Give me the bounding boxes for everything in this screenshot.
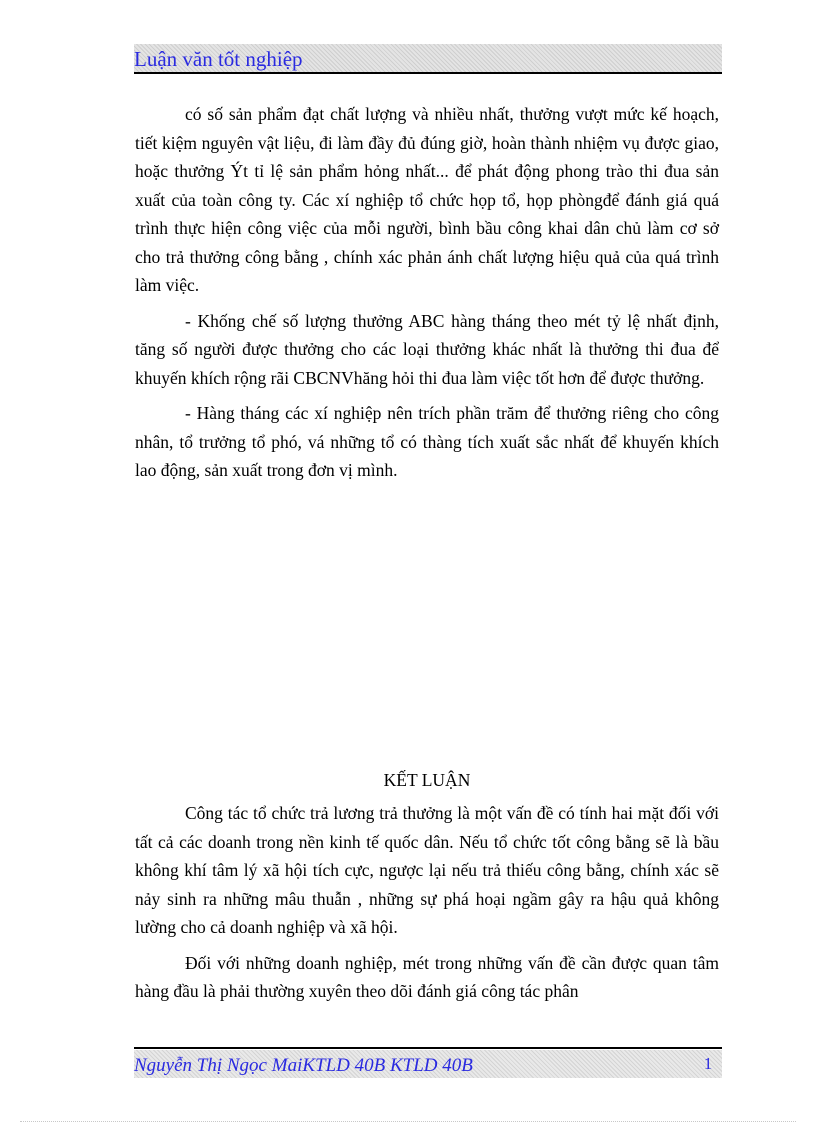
page-edge-dots [20, 1121, 796, 1122]
conclusion-text [135, 799, 719, 1006]
header-rule [134, 72, 722, 74]
conclusion-heading: KẾT LUẬN [383, 770, 471, 790]
body-paragraph: - Khống chế số lượng thưởng ABC hàng tháng theo mét tỷ lệ nhất định, tăng số người được thưởng cho các loại thưởng khác nhất là thưởng thi đua để khuyến khích rộng rãi CBCNVhăng hỏi thi đua làm việc tốt hơn để được thưởng. [135, 310, 719, 388]
conclusion-paragraph: Đối với những doanh nghiệp, mét trong những vấn đề cần được quan tâm hàng đầu là phải thường xuyên theo dõi đánh giá công tác phân [135, 952, 719, 1001]
body-text [135, 100, 719, 485]
body-paragraph: - Hàng tháng các xí nghiệp nên trích phần trăm để thưởng riêng cho công nhân, tổ trưởng tổ phó, vá những tổ có thàng tích xuất sắc nhất để khuyến khích lao động, sản xuất trong đơn vị mình. [135, 403, 719, 480]
page-number: 1 [703, 1054, 713, 1073]
footer-author: Nguyễn Thị Ngọc MaiKTLD 40B KTLD 40B [134, 1055, 473, 1076]
footer-rule [134, 1047, 722, 1049]
conclusion-paragraph: Công tác tổ chức trả lương trả thưởng là một vấn đề có tính hai mặt đối với tất cả các doanh trong nền kinh tế quốc dân. Nếu tổ chức tốt công bằng sẽ là bầu không khí tâm lý xã hội tích cực, ngược lại nếu trả thiếu công bằng, chính xác sẽ nảy sinh ra những mâu thuẫn , những sự phá hoại ngầm gây ra hậu quả không lường cho cả doanh nghiệp và xã hội. [135, 803, 719, 937]
header-title: Luận văn tốt nghiệp [134, 47, 303, 71]
body-paragraph: có số sản phẩm đạt chất lượng và nhiều nhất, thưởng vượt mức kế hoạch, tiết kiệm nguyên vật liệu, đi làm đầy đủ đúng giờ, hoàn thành nhiệm vụ được giao, hoặc thưởng Ýt tỉ lệ sản phẩm hỏng nhất... để phát động phong trào thi đua sản xuất của toàn công ty. Các xí nghiệp tổ chức họp tổ, họp phòngđể đánh giá quá trình thực hiện công việc của mỗi người, bình bầu công khai dân chủ làm cơ sở cho trả thưởng công bằng , chính xác phản ánh chất lượng hiệu quả của quá trình làm việc. [135, 104, 719, 295]
